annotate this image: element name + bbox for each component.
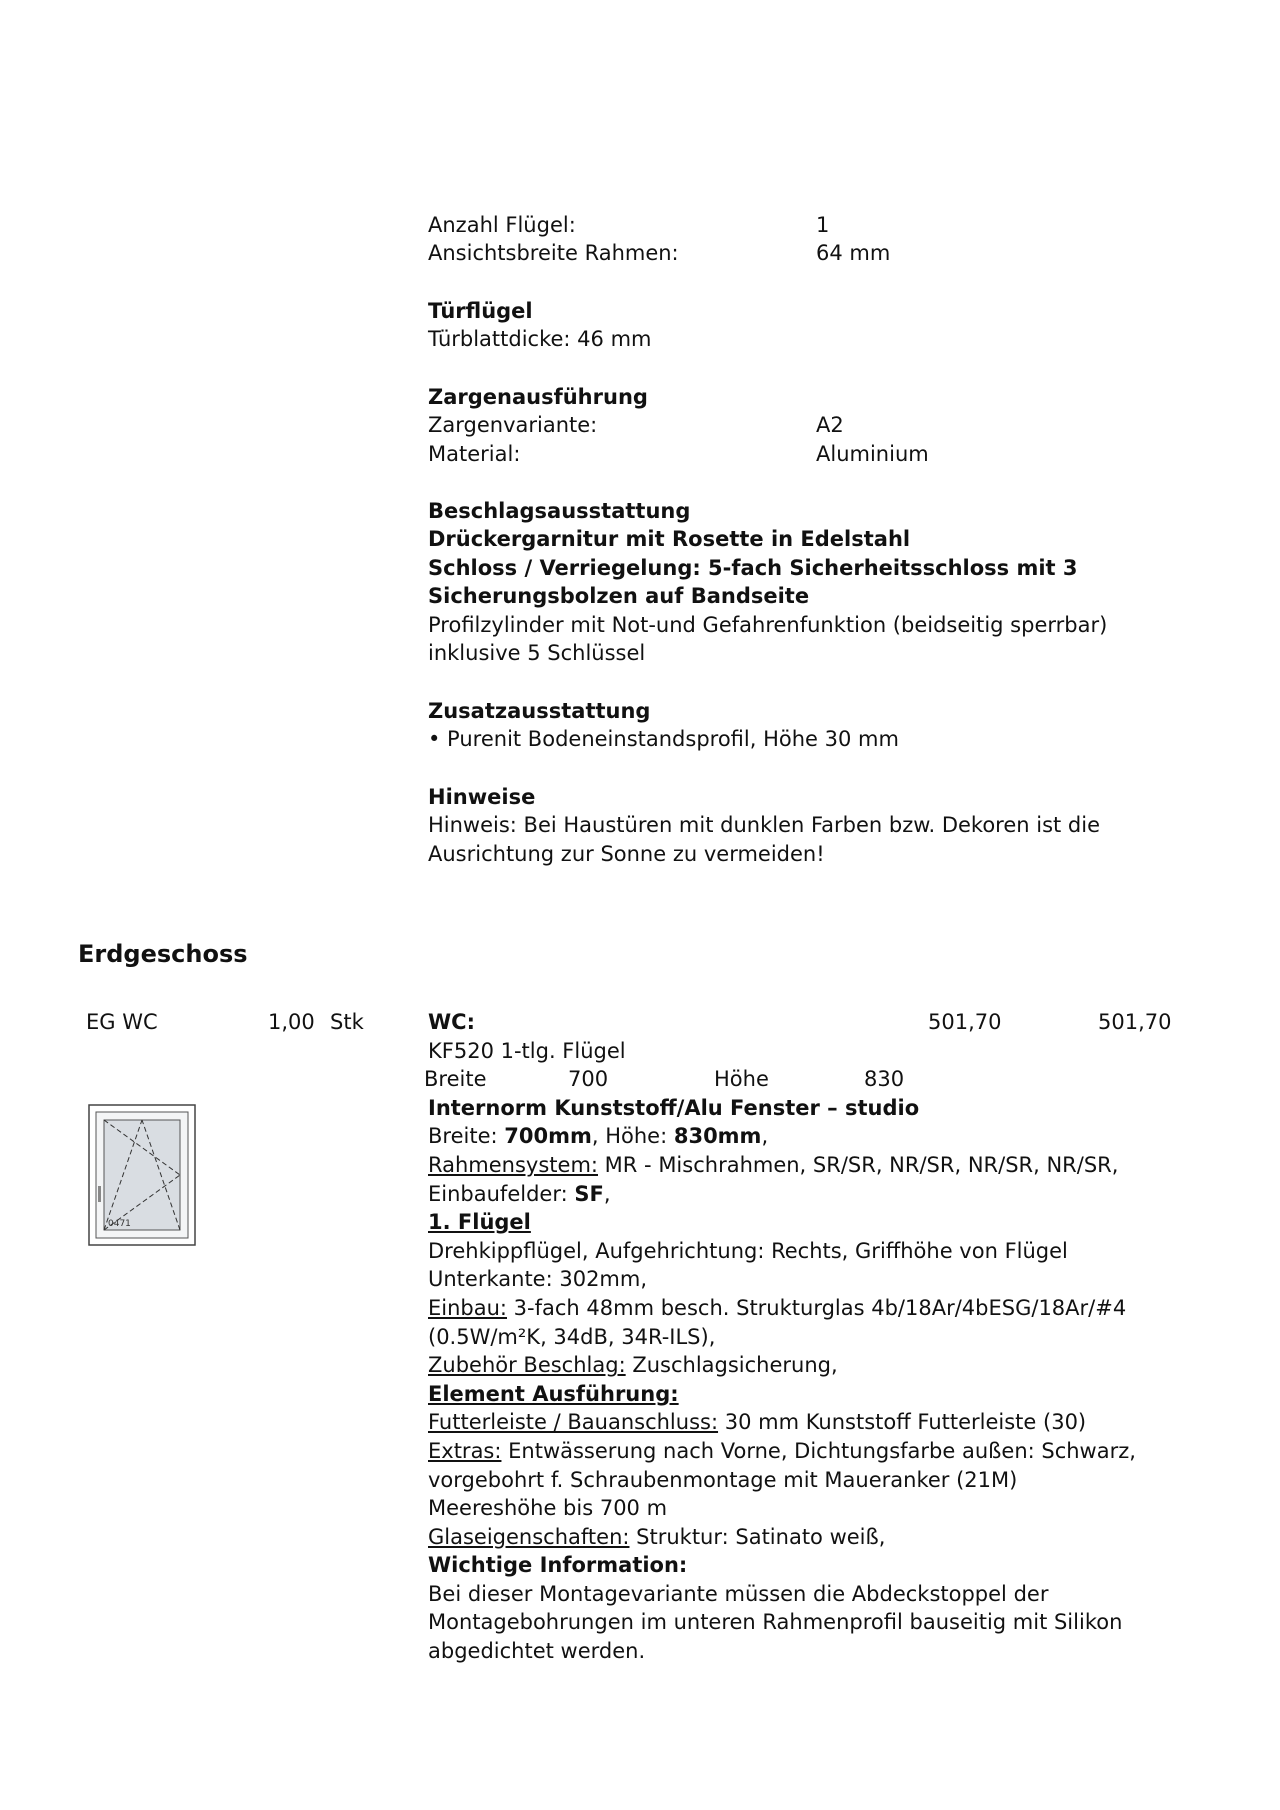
zargen-value-variante: A2 (816, 413, 844, 437)
window-drawing (88, 1104, 196, 1246)
breite-label: Breite (424, 1067, 487, 1092)
element-heading: Element Ausführung: (428, 1381, 679, 1406)
heading-tuerfluegel: Türflügel (428, 299, 533, 323)
einbau-label: Einbau: (428, 1295, 507, 1320)
einbau-row (428, 1294, 1188, 1323)
item-model: KF520 1-tlg. Flügel (428, 1038, 626, 1063)
item-total-price: 501,70 (1098, 1010, 1172, 1034)
zubehoer-value: Zuschlagsicherung, (625, 1353, 838, 1378)
wichtig-line1: Bei dieser Montagevariante müssen die Abdeckstoppel der (428, 1581, 1049, 1606)
beschlag-line1: Drückergarnitur mit Rosette in Edelstahl (428, 527, 911, 551)
futter-label: Futterleiste / Bauanschluss: (428, 1410, 719, 1435)
beschlag-line5: inklusive 5 Schlüssel (428, 641, 646, 665)
zubehoer-label: Zubehör Beschlag: (428, 1353, 626, 1378)
extras-label: Extras: (428, 1438, 502, 1463)
glas-label: Glaseigenschaften: (428, 1524, 630, 1549)
dims-breite-label: Breite: (428, 1124, 505, 1149)
thumb-label: 0471 (108, 1219, 131, 1229)
extras-value: Entwässerung nach Vorne, Dichtungsfarbe außen: Schwarz, (501, 1438, 1136, 1463)
prop-label-ansichtsbreite: Ansichtsbreite Rahmen: (428, 241, 679, 265)
item-dimensions-row (424, 1065, 1188, 1094)
dims-comma: , (761, 1124, 769, 1149)
item-unit: Stk (330, 1010, 364, 1034)
window-thumbnail (88, 1104, 196, 1246)
wichtig-line3: abgedichtet werden. (428, 1639, 646, 1664)
item-dims-text (428, 1122, 1188, 1151)
item-unit-price: 501,70 (928, 1010, 1002, 1034)
rahmensystem-row (428, 1151, 1188, 1180)
hoehe-value: 830 (864, 1067, 905, 1092)
fluegel-line2: Unterkante: 302mm, (428, 1267, 648, 1292)
zargen-label-variante: Zargenvariante: (428, 413, 598, 437)
futter-value: 30 mm Kunststoff Futterleiste (30) (718, 1410, 1087, 1435)
fluegel-line1: Drehkippflügel, Aufgehrichtung: Rechts, Griffhöhe von Flügel (428, 1238, 1068, 1263)
wichtig-heading: Wichtige Information: (428, 1553, 688, 1578)
heading-hinweise: Hinweise (428, 785, 536, 809)
beschlag-line2: Schloss / Verriegelung: 5-fach Sicherheitsschloss mit 3 (428, 556, 1078, 580)
prop-value-anzahl: 1 (816, 213, 830, 237)
einbaufelder-comma: , (603, 1181, 611, 1206)
glas-value: Struktur: Satinato weiß, (629, 1524, 886, 1549)
hinweise-line2: Ausrichtung zur Sonne zu vermeiden! (428, 842, 825, 866)
tuerblattdicke: Türblattdicke: 46 mm (428, 327, 652, 351)
prop-label-anzahl: Anzahl Flügel: (428, 213, 576, 237)
prop-value-ansichtsbreite: 64 mm (816, 241, 891, 265)
item-title: WC: (428, 1010, 475, 1034)
heading-beschlag: Beschlagsausstattung (428, 499, 691, 523)
einbau-value: 3-fach 48mm besch. Strukturglas 4b/18Ar/4bESG/18Ar/#4 (507, 1295, 1127, 1320)
heading-zusatz: Zusatzausstattung (428, 699, 651, 723)
einbaufelder-value: SF (574, 1181, 604, 1206)
extras-line2: vorgebohrt f. Schraubenmontage mit Maueranker (21M) (428, 1467, 1018, 1492)
hoehe-label: Höhe (714, 1067, 769, 1092)
fluegel-heading: 1. Flügel (428, 1210, 531, 1235)
heading-zargen: Zargenausführung (428, 385, 648, 409)
item-quantity: 1,00 (268, 1010, 315, 1034)
extras-row (428, 1437, 1188, 1466)
beschlag-line4: Profilzylinder mit Not-und Gefahrenfunktion (beidseitig sperrbar) (428, 613, 1108, 637)
zusatz-item: • Purenit Bodeneinstandsprofil, Höhe 30 mm (428, 727, 899, 751)
dims-hoehe-value: 830mm (673, 1124, 762, 1149)
zubehoer-row (428, 1351, 1188, 1380)
breite-value: 700 (568, 1067, 609, 1092)
einbaufelder-row (428, 1180, 1188, 1209)
zargen-value-material: Aluminium (816, 442, 929, 466)
item-product: Internorm Kunststoff/Alu Fenster – studio (428, 1095, 920, 1120)
futter-row (428, 1408, 1188, 1437)
section-title: Erdgeschoss (78, 940, 248, 968)
glas-row (428, 1523, 1188, 1552)
extras-line3: Meereshöhe bis 700 m (428, 1496, 668, 1521)
einbaufelder-label: Einbaufelder: (428, 1181, 575, 1206)
einbau-line2: (0.5W/m²K, 34dB, 34R-ILS), (428, 1324, 716, 1349)
rahmensystem-value: MR - Mischrahmen, SR/SR, NR/SR, NR/SR, NR/SR, (598, 1152, 1119, 1177)
item-description (424, 1008, 1188, 1666)
rahmensystem-label: Rahmensystem: (428, 1152, 598, 1177)
dims-hoehe-label: , Höhe: (591, 1124, 674, 1149)
wichtig-line2: Montagebohrungen im unteren Rahmenprofil bauseitig mit Silikon (428, 1610, 1123, 1635)
zargen-label-material: Material: (428, 442, 521, 466)
item-position: EG WC (86, 1010, 158, 1034)
dims-breite-value: 700mm (504, 1124, 592, 1149)
beschlag-line3: Sicherungsbolzen auf Bandseite (428, 584, 810, 608)
hinweise-line1: Hinweis: Bei Haustüren mit dunklen Farben bzw. Dekoren ist die (428, 813, 1101, 837)
